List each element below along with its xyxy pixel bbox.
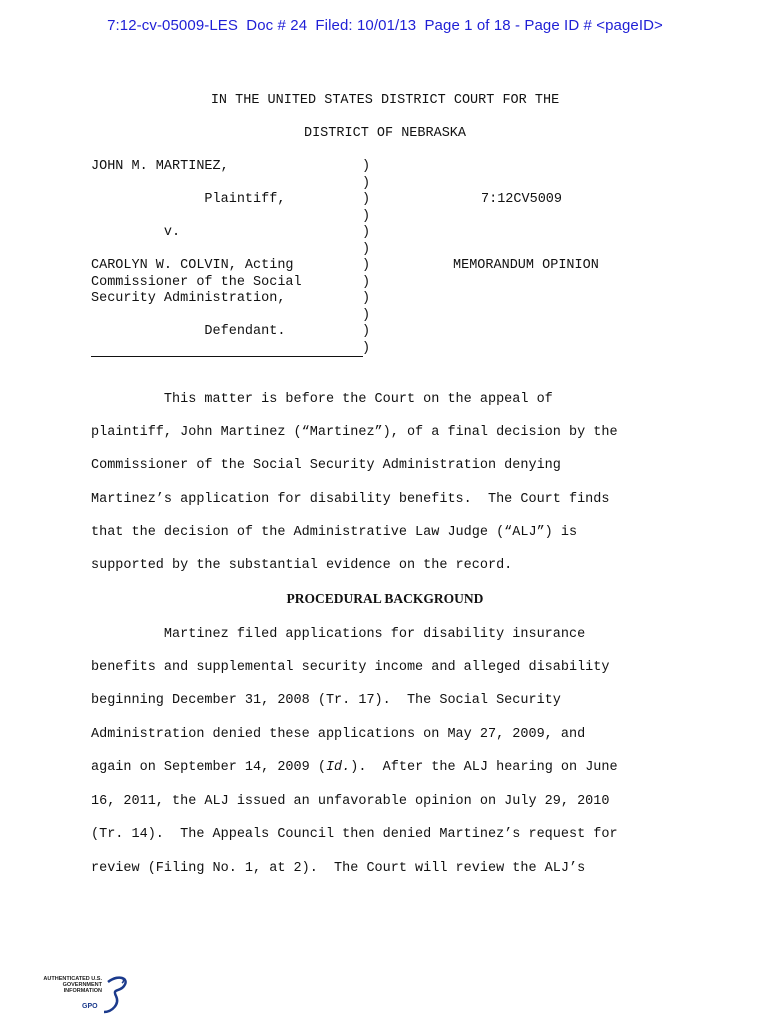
paren: ) [362, 307, 371, 323]
court-name: IN THE UNITED STATES DISTRICT COURT FOR THE [210, 93, 560, 108]
caption-line: Security Administration, [91, 291, 286, 306]
caption-line [91, 176, 361, 193]
paragraph-line: supported by the substantial evidence on the record. [91, 558, 513, 573]
paragraph-line: 16, 2011, the ALJ issued an unfavorable opinion on July 29, 2010 [91, 794, 610, 809]
caption-line: CAROLYN W. COLVIN, Acting [91, 258, 294, 273]
paren: ) [362, 274, 371, 290]
logo-text: AUTHENTICATED U.S. GOVERNMENT INFORMATION [43, 976, 102, 994]
paren: ) [362, 241, 371, 257]
paragraph-line: review (Filing No. 1, at 2). The Court will review the ALJ’s [91, 861, 586, 876]
caption-line [91, 242, 361, 259]
paren: ) [362, 291, 371, 306]
caption-parens [362, 159, 370, 357]
paren: ) [362, 192, 371, 207]
document-title: MEMORANDUM OPINION [453, 258, 599, 273]
page-info: Page 1 of 18 - Page ID # <pageID> [424, 17, 663, 34]
gpo-authentication-logo [42, 972, 132, 1016]
paren: ) [362, 258, 371, 273]
paragraph-line: plaintiff, John Martinez (“Martinez”), of a final decision by the [91, 425, 618, 440]
paren: ) [362, 225, 371, 240]
paren: ) [362, 159, 371, 174]
paren: ) [362, 324, 371, 339]
caption-underline [91, 356, 363, 357]
paragraph-line: benefits and supplemental security income and alleged disability [91, 660, 610, 675]
paren: ) [362, 175, 371, 191]
caption-line [91, 308, 361, 325]
case-number-header: 7:12-cv-05009-LES [107, 17, 239, 34]
court-district: DISTRICT OF NEBRASKA [303, 126, 467, 141]
caption-line: v. [91, 225, 181, 240]
gpo-label: GPO [82, 1003, 98, 1010]
doc-number: Doc # 24 [246, 17, 308, 34]
paragraph-line: (Tr. 14). The Appeals Council then denied Martinez’s request for [91, 827, 618, 842]
ecf-header [0, 17, 770, 34]
caption-line: Plaintiff, [91, 192, 286, 207]
paragraph-line: This matter is before the Court on the appeal of [91, 392, 553, 407]
caption-line: JOHN M. MARTINEZ, [91, 159, 229, 174]
paragraph-line: beginning December 31, 2008 (Tr. 17). The Social Security [91, 693, 561, 708]
paragraph-line: Martinez’s application for disability benefits. The Court finds [91, 492, 610, 507]
caption-line [91, 209, 361, 226]
paragraph-line: Martinez filed applications for disability insurance [91, 627, 586, 642]
caption-line: Commissioner of the Social [91, 274, 302, 290]
paragraph-line: that the decision of the Administrative Law Judge (“ALJ”) is [91, 525, 578, 540]
paragraph-line: Commissioner of the Social Security Administration denying [91, 458, 561, 473]
section-heading: PROCEDURAL BACKGROUND [286, 591, 484, 606]
case-number: 7:12CV5009 [481, 192, 563, 207]
paragraph-line: again on September 14, 2009 (Id.). After the ALJ hearing on June [91, 760, 618, 775]
caption-parties [91, 159, 361, 341]
paragraph-line: Administration denied these applications on May 27, 2009, and [91, 727, 586, 742]
paren: ) [362, 208, 371, 224]
filed-date: Filed: 10/01/13 [315, 17, 417, 34]
paren: ) [362, 340, 371, 356]
caption-line: Defendant. [91, 324, 286, 339]
